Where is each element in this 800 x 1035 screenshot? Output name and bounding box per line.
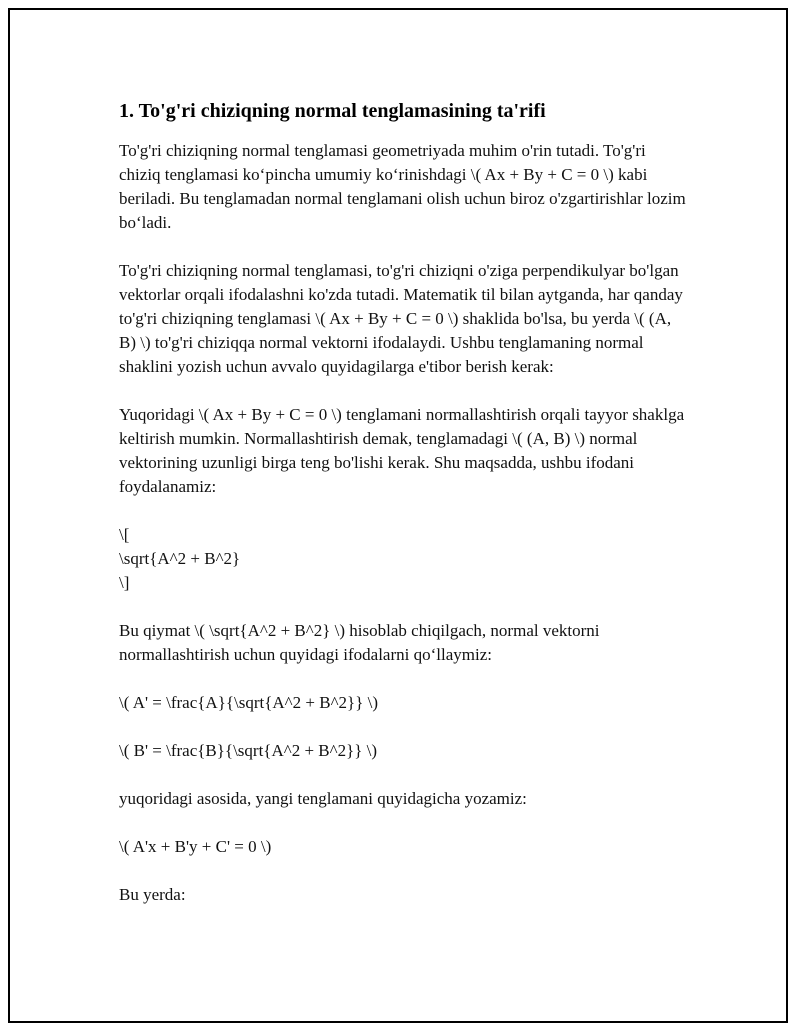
paragraph-final: Bu yerda: [119,885,186,904]
formula-a-prime: \( A' = \frac{A}{\sqrt{A^2 + B^2}} \) [119,693,379,712]
section-heading: 1. To'g'ri chiziqning normal tenglamasining ta'rifi [119,100,546,122]
document-body [119,98,689,931]
document-page [8,8,788,1023]
paragraph-definition: To'g'ri chiziqning normal tenglamasi, to'g'ri chiziqni o'ziga perpendikulyar bo'lgan vektorlar orqali ifodalashni ko'zda tutadi. Matematik til bilan aytganda, har qanday to'g'ri chiziqning tenglamasi \( Ax + By + C = 0 \) shaklida bo'lsa, bu yerda \( (A, B) \) to'g'ri chiziqqa normal vektorni ifodalaydi. Ushbu tenglamaning normal shaklini yozish uchun avvalo quyidagilarga e'tibor berish kerak: [119,261,683,376]
math-block [119,523,689,595]
formula-b-prime: \( B' = \frac{B}{\sqrt{A^2 + B^2}} \) [119,741,378,760]
formula-new-equation: \( A'x + B'y + C' = 0 \) [119,837,272,856]
paragraph-new-equation: yuqoridagi asosida, yangi tenglamani quyidagicha yozamiz: [119,789,527,808]
math-block-open: \[ [119,525,130,544]
math-block-close: \] [119,573,130,592]
paragraph-after-math: Bu qiymat \( \sqrt{A^2 + B^2} \) hisoblab chiqilgach, normal vektorni normallashtirish uchun quyidagi ifodalarni qo‘llaymiz: [119,621,600,664]
paragraph-normalization: Yuqoridagi \( Ax + By + C = 0 \) tenglamani normallashtirish orqali tayyor shaklga keltirish mumkin. Normallashtirish demak, tenglamadagi \( (A, B) \) normal vektorining uzunligi birga teng bo'lishi kerak. Shu maqsadda, ushbu ifodani foydalanamiz: [119,405,685,496]
math-block-expression: \sqrt{A^2 + B^2} [119,549,241,568]
paragraph-intro: To'g'ri chiziqning normal tenglamasi geometriyada muhim o'rin tutadi. To'g'ri chiziq tenglamasi ko‘pincha umumiy ko‘rinishdagi \( Ax + By + C = 0 \) kabi beriladi. Bu tenglamadan normal tenglamani olish uchun biroz o'zgartirishlar lozim bo‘ladi. [119,141,686,232]
